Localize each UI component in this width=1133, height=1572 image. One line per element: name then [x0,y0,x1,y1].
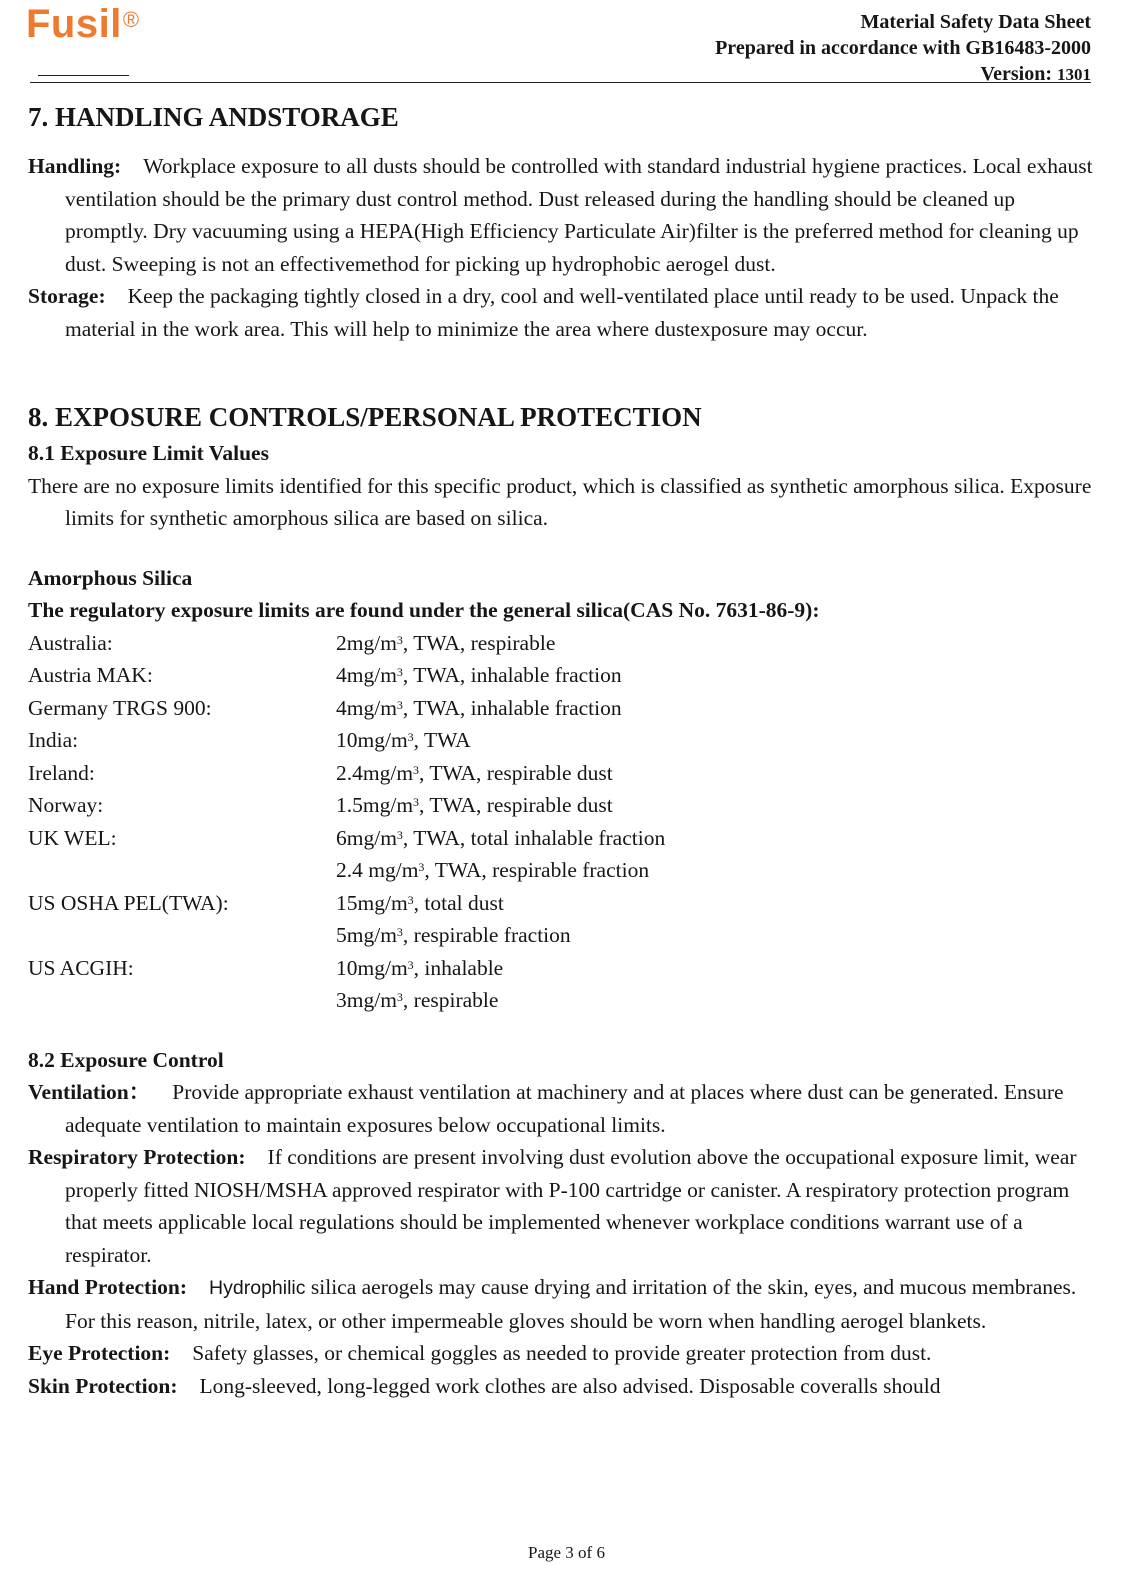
respiratory-label: Respiratory Protection: [28,1145,246,1169]
handling-text: Workplace exposure to all dusts should be controlled with standard industrial hygiene practices. Local exhaust ventilation should be the primary dust control method. Dust released during the handling should be cleaned up promptly. Dry vacuuming using a HEPA(High Efficiency Particulate Air)filter is the preferred method for cleaning up dust. Sweeping is not an effectivemethod for picking up hydrophobic aerogel dust. [65,154,1093,276]
limit-amount: 10mg/m [336,728,408,752]
limit-country: Germany TRGS 900: [28,695,212,720]
limit-amount: 2.4mg/m [336,760,414,785]
logo-underline [38,75,129,76]
limit-value [336,822,1093,855]
limit-row [28,627,1093,660]
limit-description: , inhalable [413,955,504,980]
limit-country: Ireland: [28,760,95,785]
limit-value [336,887,1093,920]
limit-amount: 4mg/m [336,695,397,720]
header-divider [30,82,1091,83]
limit-value [336,757,1093,790]
limit-description: , TWA, inhalable fraction [402,663,622,687]
doc-version [715,61,1091,88]
limit-description: , TWA, inhalable fraction [402,695,622,720]
limit-description: , respirable [402,988,499,1012]
skin-text: Long-sleeved, long-legged work clothes are also advised. Disposable coveralls should [199,1373,941,1398]
hand-paragraph [28,1271,1093,1337]
limit-unit-exponent: 3 [396,990,403,1004]
eye-text: Safety glasses, or chemical goggles as needed to provide greater protection from dust. [192,1341,932,1365]
brand-logo [26,0,140,48]
limit-country [28,984,336,1017]
limit-country: US ACGIH: [28,955,134,980]
limit-country: Australia: [28,630,113,655]
limit-amount: 1.5mg/m [336,793,414,817]
document-body [28,97,1093,1402]
limit-unit-exponent: 3 [396,697,403,712]
limit-row [28,789,1093,822]
limit-row [28,984,1093,1017]
section-7-title: 7. HANDLING ANDSTORAGE [28,102,399,132]
document-header [715,9,1091,88]
limit-unit-exponent: 3 [407,730,414,744]
limit-amount: 5mg/m [336,923,397,947]
hand-label: Hand Protection: [28,1275,188,1299]
limit-description: , respirable fraction [402,923,571,947]
respiratory-text: If conditions are present involving dust evolution above the occupational exposure limit, wear properly fitted NIOSH/MSHA approved respirator with P-100 cartridge or canister. A respiratory protection program that meets applicable local regulations should be implemented whenever workplace conditions warrant use of a respirator. [65,1145,1077,1267]
limit-country [28,919,336,952]
limit-country: UK WEL: [28,825,117,850]
ventilation-label: Ventilation： [28,1080,151,1104]
hand-word: Hydrophilic [209,1277,306,1299]
limit-value [336,627,1093,660]
limit-unit-exponent: 3 [396,665,403,679]
respiratory-paragraph [28,1141,1093,1271]
limit-amount: 10mg/m [336,955,408,980]
ventilation-text: Provide appropriate exhaust ventilation at machinery and at places where dust can be generated. Ensure adequate ventilation to maintain exposures below occupational limits. [65,1080,1064,1137]
limit-value [336,692,1093,725]
section-8-title: 8. EXPOSURE CONTROLS/PERSONAL PROTECTION [28,402,702,432]
limit-description: , TWA, respirable dust [419,760,613,785]
limit-value [336,984,1093,1017]
limit-description: , TWA, respirable [402,630,556,655]
exposure-limits-table [28,627,1093,1017]
regulatory-heading: The regulatory exposure limits are found under the general silica(CAS No. 7631-86-9): [28,598,820,622]
limit-row [28,659,1093,692]
limit-country: US OSHA PEL(TWA): [28,890,229,915]
limit-unit-exponent: 3 [407,957,414,972]
sub-81-title: 8.1 Exposure Limit Values [28,441,269,465]
storage-text: Keep the packaging tightly closed in a dry, cool and well-ventilated place until ready to be used. Unpack the material in the work area. This will help to minimize the area where dustexposure may occur. [65,284,1059,341]
limit-description: , TWA, total inhalable fraction [402,825,666,850]
limit-country: Norway: [28,793,104,817]
storage-paragraph [28,280,1093,345]
limit-amount: 6mg/m [336,825,397,850]
handling-label: Handling: [28,154,122,178]
limit-description: , TWA, respirable fraction [424,858,650,882]
ventilation-paragraph [28,1076,1093,1141]
limit-description: , TWA [413,728,471,752]
version-number: 1301 [1057,65,1091,84]
limit-value [336,724,1093,757]
handling-paragraph [28,150,1093,280]
limit-amount: 2mg/m [336,630,397,655]
limit-row [28,854,1093,887]
doc-title: Material Safety Data Sheet [860,11,1091,33]
limit-row [28,919,1093,952]
registered-mark: ® [122,7,140,32]
limit-unit-exponent: 3 [396,925,403,939]
version-label: Version: [980,63,1052,85]
sub-81-text: There are no exposure limits identified for this specific product, which is classified as synthetic amorphous silica. Exposure limits for synthetic amorphous silica are based on silica. [28,473,1092,530]
page-number: Page 3 of 6 [528,1543,605,1562]
limit-row [28,724,1093,757]
limit-amount: 2.4 mg/m [336,858,419,882]
limit-row [28,887,1093,920]
storage-label: Storage: [28,284,106,308]
limit-country: India: [28,728,79,752]
skin-paragraph [28,1370,1093,1403]
limit-amount: 4mg/m [336,663,397,687]
limit-row [28,757,1093,790]
limit-unit-exponent: 3 [418,860,425,874]
hand-text: silica aerogels may cause drying and irritation of the skin, eyes, and mucous membranes. For this reason, nitrile, latex, or other impermeable gloves should be worn when handling aerogel blankets. [65,1275,1077,1333]
limit-unit-exponent: 3 [413,762,420,777]
brand-name: Fusil [26,2,122,46]
silica-heading: Amorphous Silica [28,565,193,590]
limit-country [28,854,336,887]
limit-value [336,789,1093,822]
limit-unit-exponent: 3 [413,795,420,809]
eye-label: Eye Protection: [28,1341,171,1365]
limit-value [336,659,1093,692]
limit-amount: 3mg/m [336,988,397,1012]
limit-row [28,692,1093,725]
limit-row [28,952,1093,985]
eye-paragraph [28,1337,1093,1370]
limit-description: , TWA, respirable dust [419,793,613,817]
limit-unit-exponent: 3 [396,827,403,842]
sub-82-title: 8.2 Exposure Control [28,1047,224,1072]
limit-unit-exponent: 3 [396,632,403,647]
limit-unit-exponent: 3 [407,892,414,907]
limit-value [336,854,1093,887]
doc-standard: Prepared in accordance with GB16483-2000 [715,37,1091,59]
limit-row [28,822,1093,855]
limit-country: Austria MAK: [28,663,153,687]
limit-value [336,952,1093,985]
limit-amount: 15mg/m [336,890,408,915]
limit-value [336,919,1093,952]
skin-label: Skin Protection: [28,1373,178,1398]
limit-description: , total dust [413,890,504,915]
